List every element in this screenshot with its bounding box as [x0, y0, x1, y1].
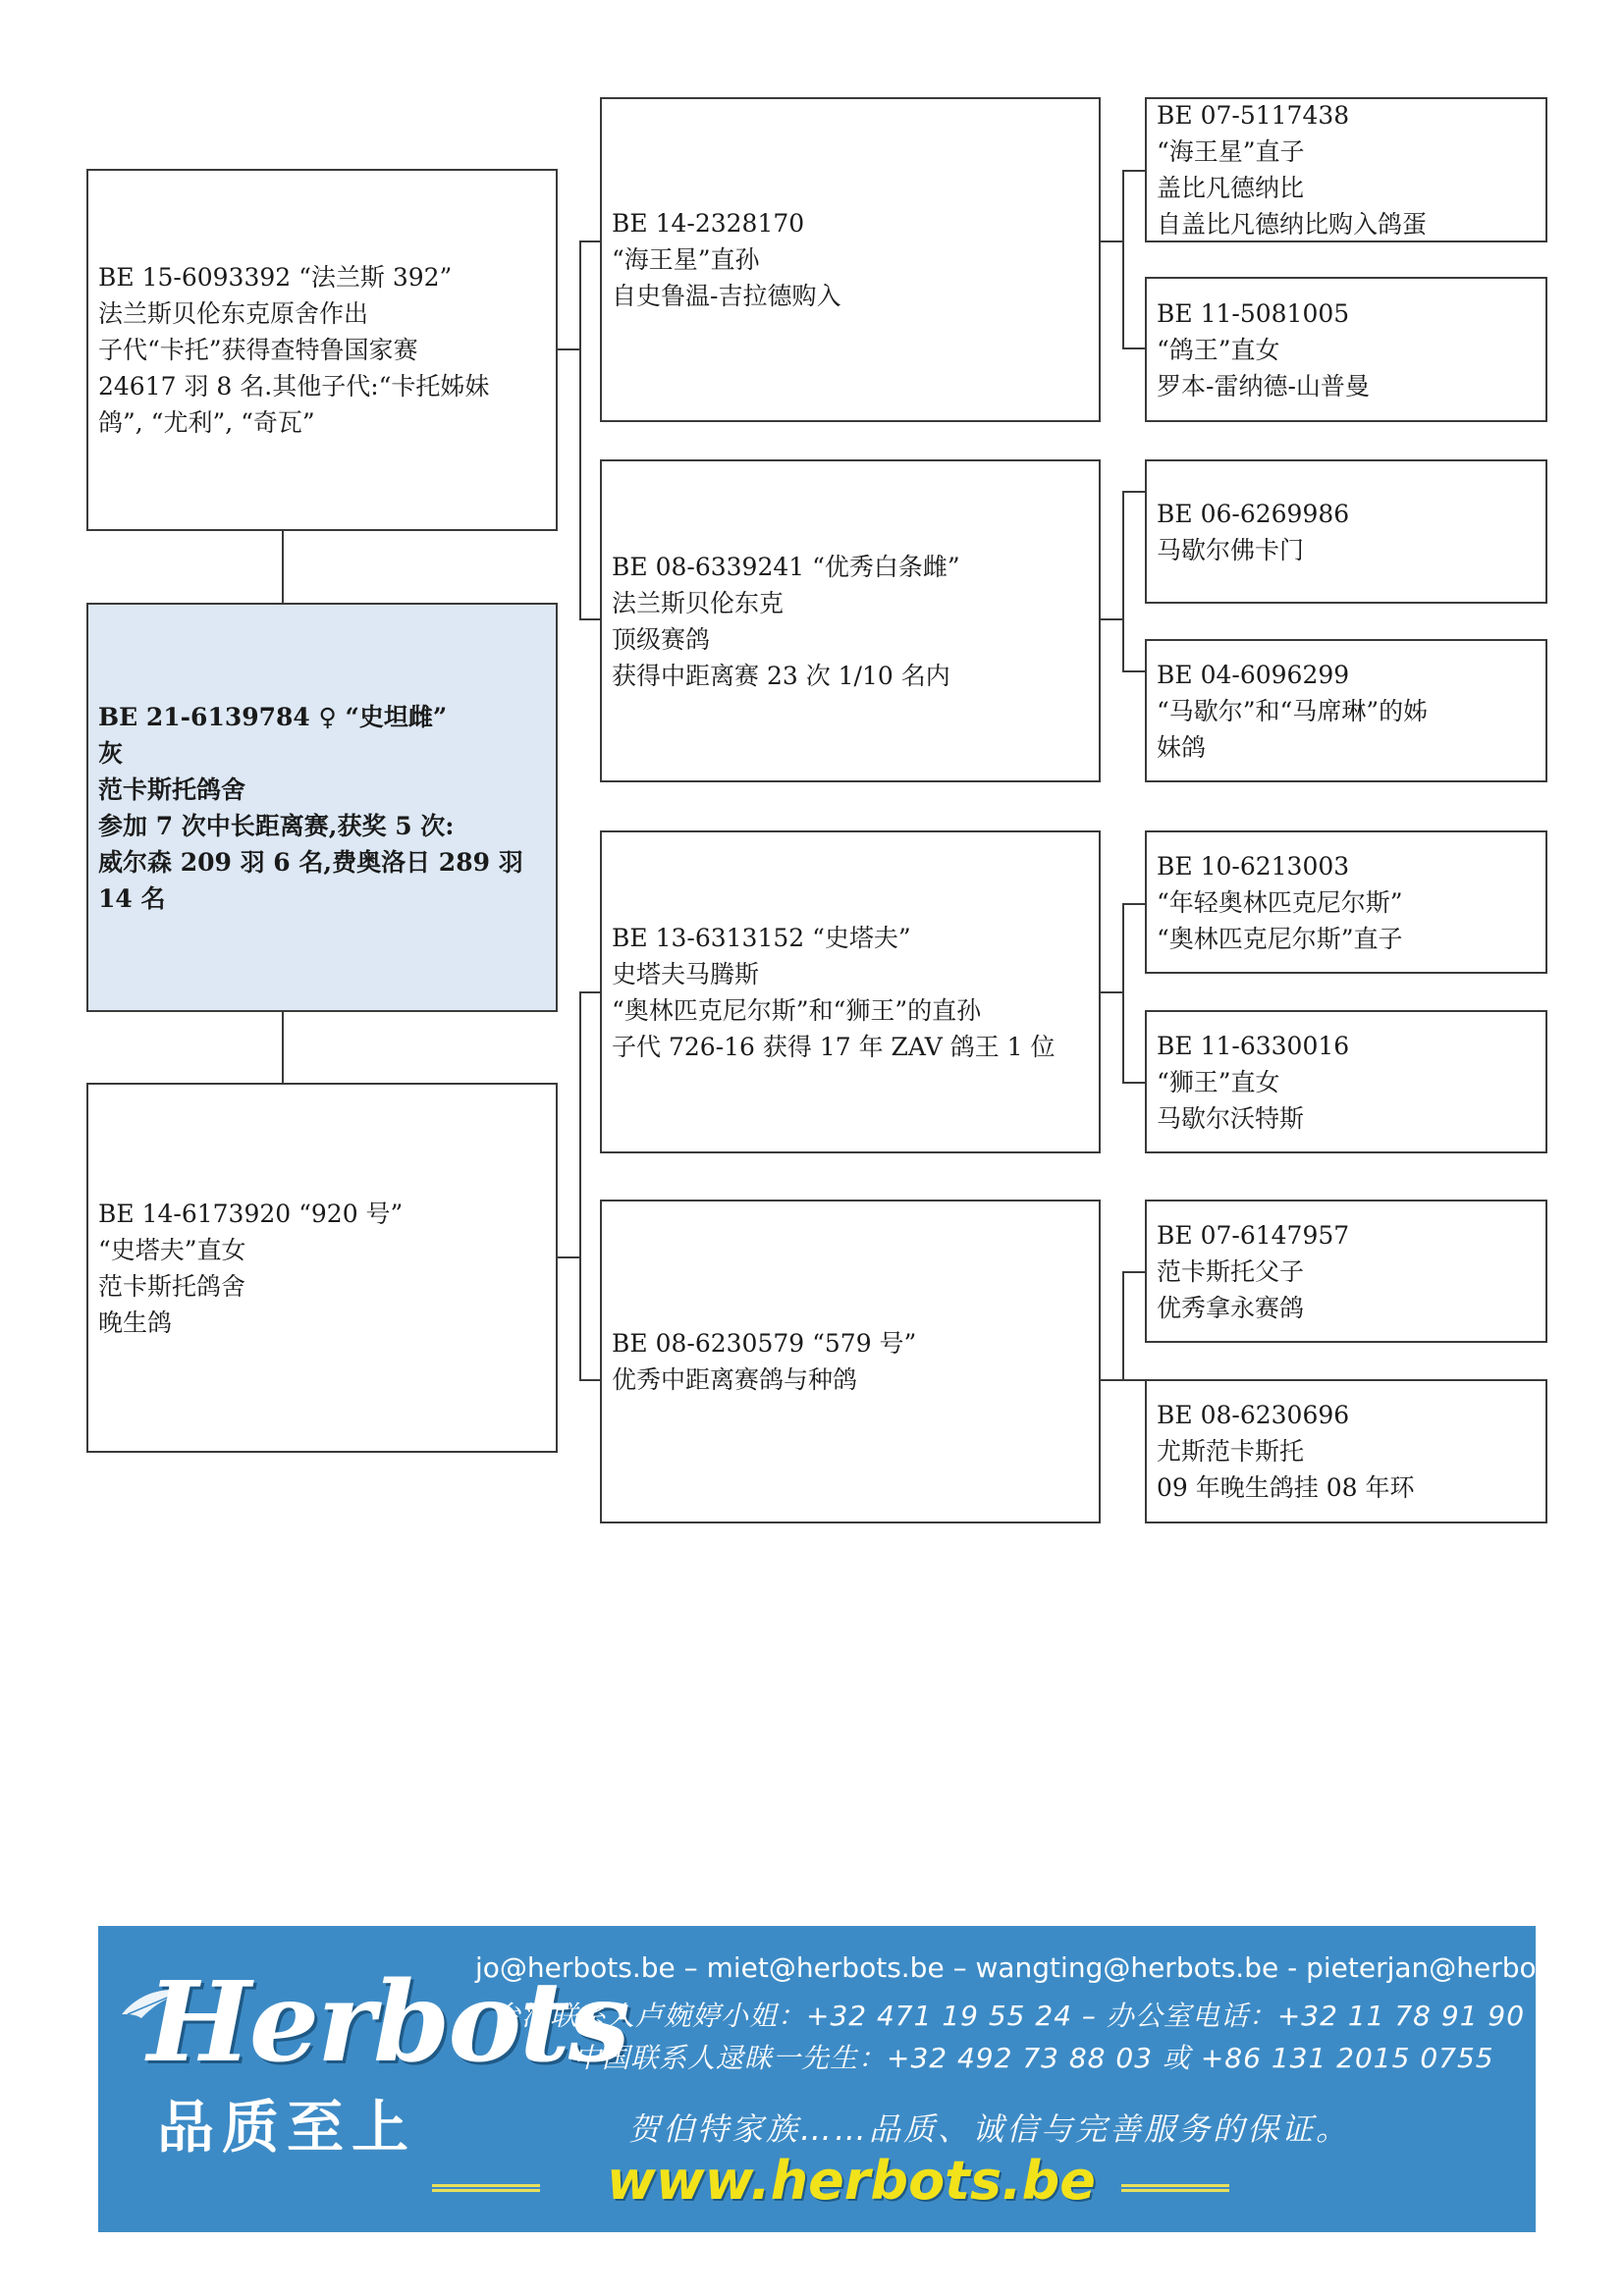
- subject-line-5: 威尔森 209 羽 6 名,费奥洛日 289 羽: [98, 847, 523, 877]
- dss-line-2: “年轻奥林匹克尼尔斯”: [1157, 887, 1403, 917]
- dam-sire-line-3: “奥林匹克尼尔斯”和“狮王”的直孙: [612, 995, 982, 1025]
- connector-sire-vertical: [579, 240, 581, 620]
- sire-line-3: 子代“卡托”获得查特鲁国家赛: [98, 336, 418, 364]
- connector-ss-horizontal: [1099, 240, 1124, 242]
- sdd-line-2: “马歇尔”和“马席琳”的姊: [1157, 696, 1429, 725]
- dam-sire-line-1: BE 13-6313152 “史塔夫”: [612, 923, 911, 952]
- subject-line-6: 14 名: [98, 883, 166, 913]
- dam-line-4: 晚生鸽: [98, 1308, 173, 1337]
- sdd-box: [1145, 639, 1547, 782]
- connector-dd-dds: [1122, 1271, 1146, 1273]
- ddd-box: [1145, 1379, 1547, 1523]
- sds-line-2: 马歇尔佛卡门: [1157, 535, 1305, 564]
- dam-line-1: BE 14-6173920 “920 号”: [98, 1199, 404, 1228]
- ssd-line-3: 罗本-雷纳德-山普曼: [1157, 371, 1370, 400]
- taiwan-contact: 台湾联系人卢婉婷小姐：+32 471 19 55 24 – 办公室电话：+32 11 78 91 90: [493, 2000, 1526, 2032]
- connector-sd-sds: [1122, 491, 1146, 493]
- dss-line-1: BE 10-6213003: [1157, 851, 1350, 881]
- dsd-line-3: 马歇尔沃特斯: [1157, 1103, 1305, 1133]
- connector-ss-ssd: [1122, 347, 1146, 349]
- sire-sire-line-3: 自史鲁温-吉拉德购入: [612, 282, 841, 310]
- sss-box: [1145, 97, 1547, 242]
- connector-dam-vertical: [579, 991, 581, 1381]
- connector-ds-vertical: [1122, 903, 1124, 1084]
- sss-line-1: BE 07-5117438: [1157, 101, 1350, 130]
- sss-line-4: 自盖比凡德纳比购入鸽蛋: [1157, 210, 1428, 239]
- slogan: 品质至上: [157, 2094, 417, 2161]
- sire-sire-box: [600, 97, 1101, 422]
- subject-line-2: 灰: [98, 738, 124, 768]
- connector-sd-horizontal: [1099, 618, 1124, 620]
- sire-dam-box: [600, 459, 1101, 782]
- dam-box: [86, 1083, 558, 1453]
- sire-sire-line-2: “海王星”直孙: [612, 245, 760, 274]
- connector-ds-dsd: [1122, 1082, 1146, 1084]
- connector-ds-dss: [1122, 903, 1146, 905]
- dds-line-3: 优秀拿永赛鸽: [1157, 1293, 1305, 1322]
- sds-box: [1145, 459, 1547, 604]
- connector-dd-horizontal: [1099, 1379, 1124, 1381]
- dam-sire-line-2: 史塔夫马腾斯: [612, 959, 760, 988]
- connector-sire-sd: [579, 618, 601, 620]
- sire-line-1: BE 15-6093392 “法兰斯 392”: [98, 263, 453, 292]
- dds-line-2: 范卡斯托父子: [1157, 1256, 1305, 1286]
- ddd-line-1: BE 08-6230696: [1157, 1401, 1350, 1429]
- connector-ss-sss: [1122, 170, 1146, 172]
- website-link[interactable]: www.herbots.be: [607, 2150, 1096, 2212]
- dam-sire-line-4: 子代 726-16 获得 17 年 ZAV 鸽王 1 位: [612, 1032, 1056, 1061]
- connector-dd-vertical: [1122, 1271, 1124, 1381]
- sire-dam-line-1: BE 08-6339241 “优秀白条雌”: [612, 552, 960, 581]
- dds-box: [1145, 1200, 1547, 1343]
- ssd-box: [1145, 277, 1547, 422]
- subject-line-3: 范卡斯托鸽舍: [98, 774, 246, 804]
- ddd-line-3: 09 年晚生鸽挂 08 年环: [1157, 1473, 1415, 1502]
- connector-dam-ds: [579, 991, 601, 993]
- dds-line-1: BE 07-6147957: [1157, 1220, 1350, 1250]
- connector-subject-sire: [282, 530, 284, 603]
- connector-ss-vertical: [1122, 170, 1124, 349]
- connector-sire-to-bracket: [557, 348, 580, 350]
- contact-emails[interactable]: jo@herbots.be – miet@herbots.be – wangting@herbots.be - pieterjan@herbots.be: [475, 1951, 1605, 1984]
- dss-box: [1145, 830, 1547, 974]
- website-rule-right: [1121, 2184, 1229, 2192]
- sire-box: [86, 169, 558, 531]
- subject-box: [86, 603, 558, 1012]
- connector-sd-sdd: [1122, 670, 1146, 672]
- motto: 贺伯特家族……品质、诚信与完善服务的保证。: [628, 2110, 1351, 2148]
- connector-dd-ddd: [1122, 1379, 1146, 1381]
- connector-ds-horizontal: [1099, 991, 1124, 993]
- website-rule-left: [432, 2184, 540, 2192]
- sire-sire-line-1: BE 14-2328170: [612, 209, 805, 238]
- sire-dam-line-4: 获得中距离赛 23 次 1/10 名内: [612, 661, 950, 690]
- dss-line-3: “奥林匹克尼尔斯”直子: [1157, 924, 1403, 953]
- dsd-line-1: BE 11-6330016: [1157, 1031, 1350, 1060]
- connector-sd-vertical: [1122, 491, 1124, 672]
- subject-line-4: 参加 7 次中长距离赛,获奖 5 次:: [98, 811, 455, 840]
- connector-dam-to-bracket: [557, 1256, 580, 1258]
- dam-line-3: 范卡斯托鸽舍: [98, 1271, 246, 1301]
- ssd-line-2: “鸽王”直女: [1157, 335, 1280, 364]
- herbots-logo: Herbots: [147, 1958, 628, 2087]
- sire-line-4: 24617 羽 8 名.其他子代:“卡托姊妹: [98, 372, 490, 400]
- dam-dam-line-1: BE 08-6230579 “579 号”: [612, 1329, 917, 1358]
- sire-line-2: 法兰斯贝伦东克原舍作出: [98, 299, 369, 328]
- connector-dam-dd: [579, 1379, 601, 1381]
- sds-line-1: BE 06-6269986: [1157, 499, 1350, 528]
- sss-line-3: 盖比凡德纳比: [1157, 174, 1305, 202]
- dsd-box: [1145, 1010, 1547, 1153]
- ssd-line-1: BE 11-5081005: [1157, 298, 1350, 328]
- sdd-line-3: 妹鸽: [1157, 732, 1207, 762]
- connector-subject-dam: [282, 1012, 284, 1083]
- sire-dam-line-3: 顶级赛鸽: [612, 624, 711, 654]
- dsd-line-2: “狮王”直女: [1157, 1067, 1280, 1096]
- sire-line-5: 鸽”, “尤利”, “奇瓦”: [98, 408, 315, 437]
- china-contact: 中国联系人逯睐一先生：+32 492 73 88 03 或 +86 131 2015 0755: [573, 2042, 1494, 2074]
- dam-line-2: “史塔夫”直女: [98, 1235, 246, 1264]
- subject-line-1: BE 21-6139784 ♀ “史坦雌”: [98, 702, 448, 731]
- connector-sire-ss: [579, 240, 601, 242]
- sire-dam-line-2: 法兰斯贝伦东克: [612, 588, 785, 617]
- dam-dam-line-2: 优秀中距离赛鸽与种鸽: [612, 1365, 858, 1394]
- sss-line-2: “海王星”直子: [1157, 137, 1305, 166]
- ddd-line-2: 尤斯范卡斯托: [1157, 1437, 1305, 1466]
- dam-sire-box: [600, 830, 1101, 1153]
- dam-dam-box: [600, 1200, 1101, 1523]
- sdd-line-1: BE 04-6096299: [1157, 660, 1350, 689]
